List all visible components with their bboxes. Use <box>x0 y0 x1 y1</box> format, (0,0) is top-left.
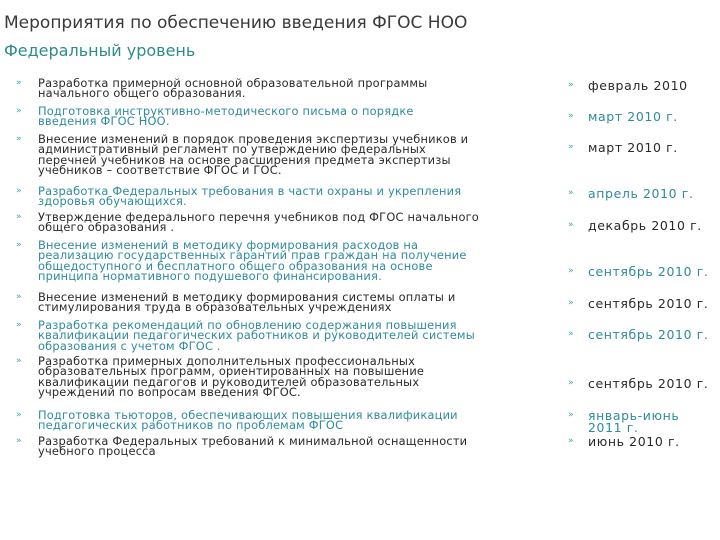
deadline-text: сентябрь 2010 г. <box>588 296 709 311</box>
activity-item <box>16 354 518 400</box>
activity-text-line: Внесение изменений в порядок проведения экспертизы учебников и <box>38 132 469 146</box>
activity-text-line: Утверждение федерального перечня учебников под ФГОС начального <box>38 210 479 224</box>
activity-item <box>16 290 518 315</box>
deadline-text: март 2010 г. <box>588 140 678 155</box>
activity-text-line: Подготовка инструктивно-методического письма о порядке <box>38 104 414 118</box>
deadline-item <box>568 218 718 233</box>
activity-item <box>16 76 518 101</box>
activity-item <box>16 184 518 209</box>
deadline-text: сентябрь 2010 г. <box>588 376 709 391</box>
bullet-icon: » <box>568 142 575 152</box>
deadline-item <box>568 109 718 124</box>
bullet-icon: » <box>568 378 575 388</box>
bullet-icon: » <box>16 356 22 366</box>
bullet-icon: » <box>16 292 22 302</box>
activity-text-line: квалификации педагогических работников и руководителей системы <box>38 328 475 343</box>
activity-text-line: учреждений по вопросам введения ФГОС. <box>38 385 301 400</box>
activity-text-line: Разработка примерных дополнительных профессиональных <box>38 354 416 368</box>
bullet-icon: » <box>568 220 575 230</box>
deadline-item <box>568 78 718 93</box>
activity-text-line: Подготовка тьюторов, обеспечивающих повышения квалификации <box>38 408 458 422</box>
activity-text-line: административный регламент по утверждению федеральных <box>38 142 426 157</box>
deadline-text: апрель 2010 г. <box>588 186 694 201</box>
bullet-icon: » <box>568 80 575 90</box>
activity-text-line: начального общего образования. <box>38 86 246 101</box>
bullet-icon: » <box>16 78 22 88</box>
activity-text-line: общедоступного и бесплатного общего образования на основе <box>38 258 433 273</box>
page-subtitle: Федеральный уровень <box>4 41 196 60</box>
activity-text-line: Разработка рекомендаций по обновлению содержания повышения <box>38 318 457 332</box>
deadline-item <box>568 296 718 311</box>
activity-item <box>16 132 518 178</box>
deadline-text: сентябрь 2010 г. <box>588 264 709 279</box>
bullet-icon: » <box>16 212 22 222</box>
bullet-icon: » <box>568 266 575 276</box>
activity-text-line: учебников – соответствие ФГОС и ГОС. <box>38 163 282 178</box>
bullet-icon: » <box>16 436 22 446</box>
deadline-text: январь-июнь <box>588 408 680 423</box>
activity-text-line: Разработка Федеральных требования в части охраны и укрепления <box>38 184 462 198</box>
bullet-icon: » <box>568 436 575 446</box>
bullet-icon: » <box>568 329 575 339</box>
activity-text-line: перечней учебников на основе расширения предмета экспертизы <box>38 152 451 167</box>
bullet-icon: » <box>16 106 22 116</box>
activity-text-line: Разработка примерной основной образовательной программы <box>38 76 428 90</box>
deadline-item <box>568 327 718 342</box>
activity-text-line: общего образования . <box>38 220 175 235</box>
deadline-item <box>568 408 718 435</box>
activity-text-line: реализацию государственных гарантий прав граждан на получение <box>38 248 467 263</box>
deadline-item <box>568 434 718 449</box>
bullet-icon: » <box>16 240 22 250</box>
deadline-text: июнь 2010 г. <box>588 434 680 449</box>
bullet-icon: » <box>16 410 22 420</box>
activity-item <box>16 434 518 459</box>
activity-text-line: учебного процесса <box>38 444 156 459</box>
deadline-text: 2011 г. <box>588 419 639 435</box>
activity-item <box>16 210 518 235</box>
bullet-icon: » <box>16 320 22 330</box>
bullet-icon: » <box>16 186 22 196</box>
activity-text-line: образования с учетом ФГОС . <box>38 338 221 353</box>
activity-item <box>16 104 518 129</box>
deadline-item <box>568 186 718 201</box>
activity-text-line: квалификации педагогов и руководителей образовательных <box>38 374 420 389</box>
bullet-icon: » <box>568 111 575 121</box>
deadline-text: март 2010 г. <box>588 109 678 124</box>
activity-text-line: здоровья обучающихся. <box>38 194 187 209</box>
bullet-icon: » <box>568 298 575 308</box>
activity-text-line: Разработка Федеральных требований к минимальной оснащенности <box>38 434 468 448</box>
activity-text-line: Внесение изменений в методику формирования расходов на <box>38 238 419 252</box>
activity-item <box>16 238 518 284</box>
bullet-icon: » <box>16 134 22 144</box>
page-title: Мероприятия по обеспечению введения ФГОС НОО <box>4 13 468 33</box>
activity-item <box>16 408 518 433</box>
activity-text-line: образовательных программ, ориентированных на повышение <box>38 364 425 379</box>
activity-item <box>16 318 518 353</box>
activity-text-line: введения ФГОС НОО. <box>38 114 170 129</box>
deadline-item <box>568 264 718 279</box>
bullet-icon: » <box>568 410 575 420</box>
deadline-item <box>568 376 718 391</box>
deadline-text: сентябрь 2010 г. <box>588 327 709 342</box>
activity-text-line: принципа нормативного подушевого финансирования. <box>38 269 382 284</box>
bullet-icon: » <box>568 188 575 198</box>
deadline-text: февраль 2010 <box>588 78 688 93</box>
deadline-text: декабрь 2010 г. <box>588 218 702 233</box>
deadline-item <box>568 140 718 155</box>
activity-text-line: стимулирования труда в образовательных учреждениях <box>38 300 392 315</box>
activity-text-line: педагогических работников по проблемам ФГОС <box>38 418 344 433</box>
activity-text-line: Внесение изменений в методику формирования системы оплаты и <box>38 290 456 304</box>
